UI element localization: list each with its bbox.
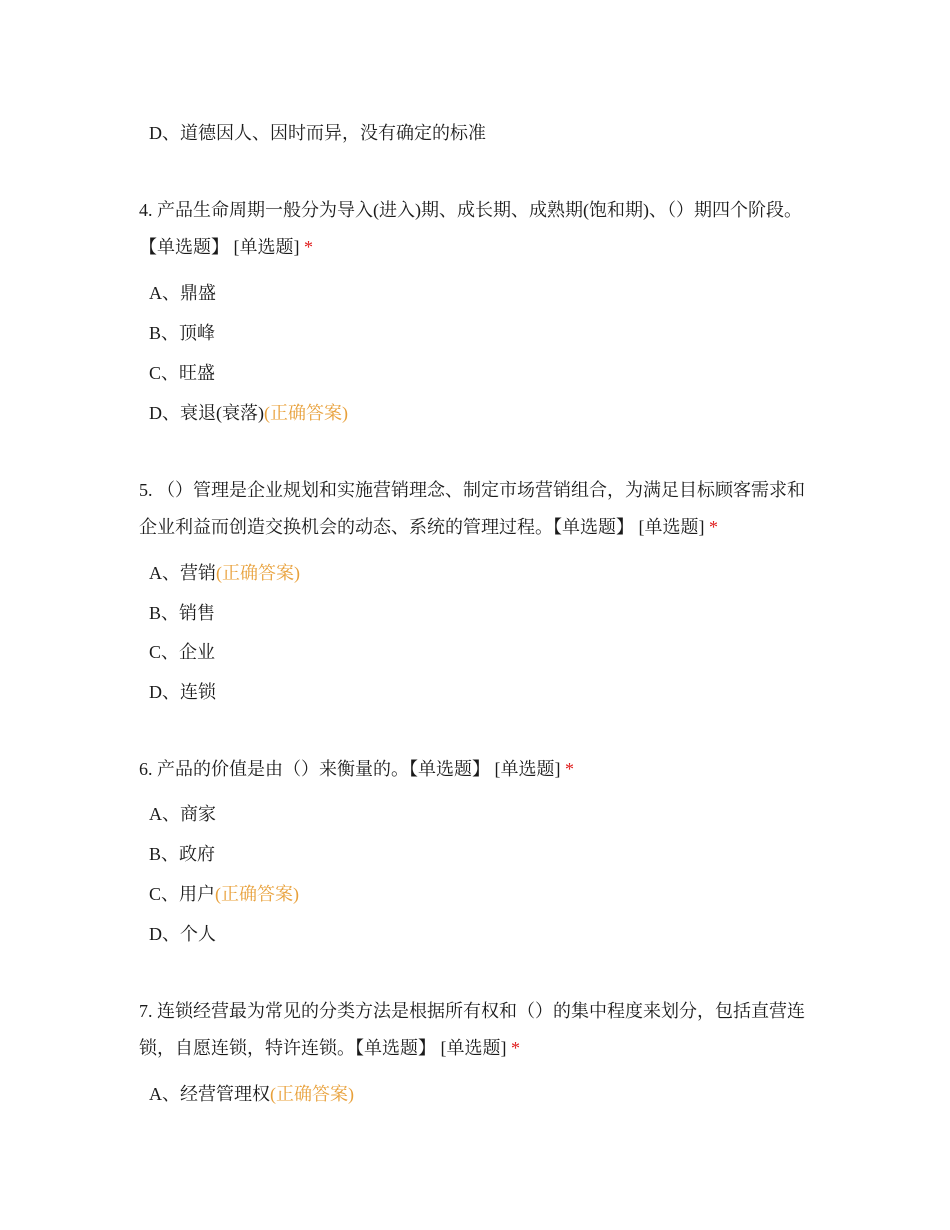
q6-option-a bbox=[149, 802, 216, 826]
correct-answer-tag: (正确答案) bbox=[215, 884, 300, 904]
option-label: C、用户 bbox=[149, 884, 216, 904]
q6-option-d bbox=[149, 922, 216, 946]
q6-option-b bbox=[149, 842, 215, 866]
q7-option-a bbox=[149, 1082, 354, 1106]
correct-answer-tag: (正确答案) bbox=[270, 1084, 354, 1104]
option-label: A、经营管理权 bbox=[149, 1084, 270, 1104]
option-label: A、商家 bbox=[149, 804, 216, 824]
question-6 bbox=[139, 751, 819, 788]
q5-option-d bbox=[149, 680, 216, 704]
question-5 bbox=[139, 472, 819, 546]
question-text: 6. 产品的价值是由（）来衡量的。【单选题】 [单选题] bbox=[139, 759, 561, 779]
required-marker: * bbox=[304, 237, 313, 257]
option-label: B、顶峰 bbox=[149, 323, 216, 343]
option-label: B、政府 bbox=[149, 844, 216, 864]
option-label: D、道德因人、因时而异，没有确定的标准 bbox=[149, 123, 486, 143]
option-label: C、旺盛 bbox=[149, 363, 216, 383]
q6-option-c bbox=[149, 882, 299, 906]
q4-option-a bbox=[149, 281, 216, 305]
question-7 bbox=[139, 993, 819, 1067]
question-4 bbox=[139, 192, 819, 266]
option-label: D、个人 bbox=[149, 924, 216, 944]
correct-answer-tag: (正确答案) bbox=[216, 563, 300, 583]
correct-answer-tag: (正确答案) bbox=[264, 403, 348, 423]
question-text: 5. （）管理是企业规划和实施营销理念、制定市场营销组合，为满足目标顾客需求和企业利益而创造交换机会的动态、系统的管理过程。【单选题】 [单选题] bbox=[139, 480, 805, 537]
required-marker: * bbox=[565, 759, 574, 779]
option-label: C、企业 bbox=[149, 642, 216, 662]
question-text: 4. 产品生命周期一般分为导入(进入)期、成长期、成熟期(饱和期)、（）期四个阶段。【单选题】 [单选题] bbox=[139, 200, 802, 257]
option-label: B、销售 bbox=[149, 603, 216, 623]
q5-option-b bbox=[149, 601, 215, 625]
q5-option-a bbox=[149, 561, 300, 585]
required-marker: * bbox=[511, 1038, 520, 1058]
q5-option-c bbox=[149, 640, 215, 664]
q4-option-b bbox=[149, 321, 215, 345]
option-label: D、连锁 bbox=[149, 682, 216, 702]
option-label: A、营销 bbox=[149, 563, 216, 583]
q4-option-d bbox=[149, 401, 348, 425]
option-label: D、衰退(衰落) bbox=[149, 403, 264, 423]
q3-option-d bbox=[149, 121, 486, 145]
option-label: A、鼎盛 bbox=[149, 283, 216, 303]
required-marker: * bbox=[709, 517, 718, 537]
q4-option-c bbox=[149, 361, 215, 385]
question-text: 7. 连锁经营最为常见的分类方法是根据所有权和（）的集中程度来划分，包括直营连锁，自愿连锁，特许连锁。【单选题】 [单选题] bbox=[139, 1001, 805, 1058]
